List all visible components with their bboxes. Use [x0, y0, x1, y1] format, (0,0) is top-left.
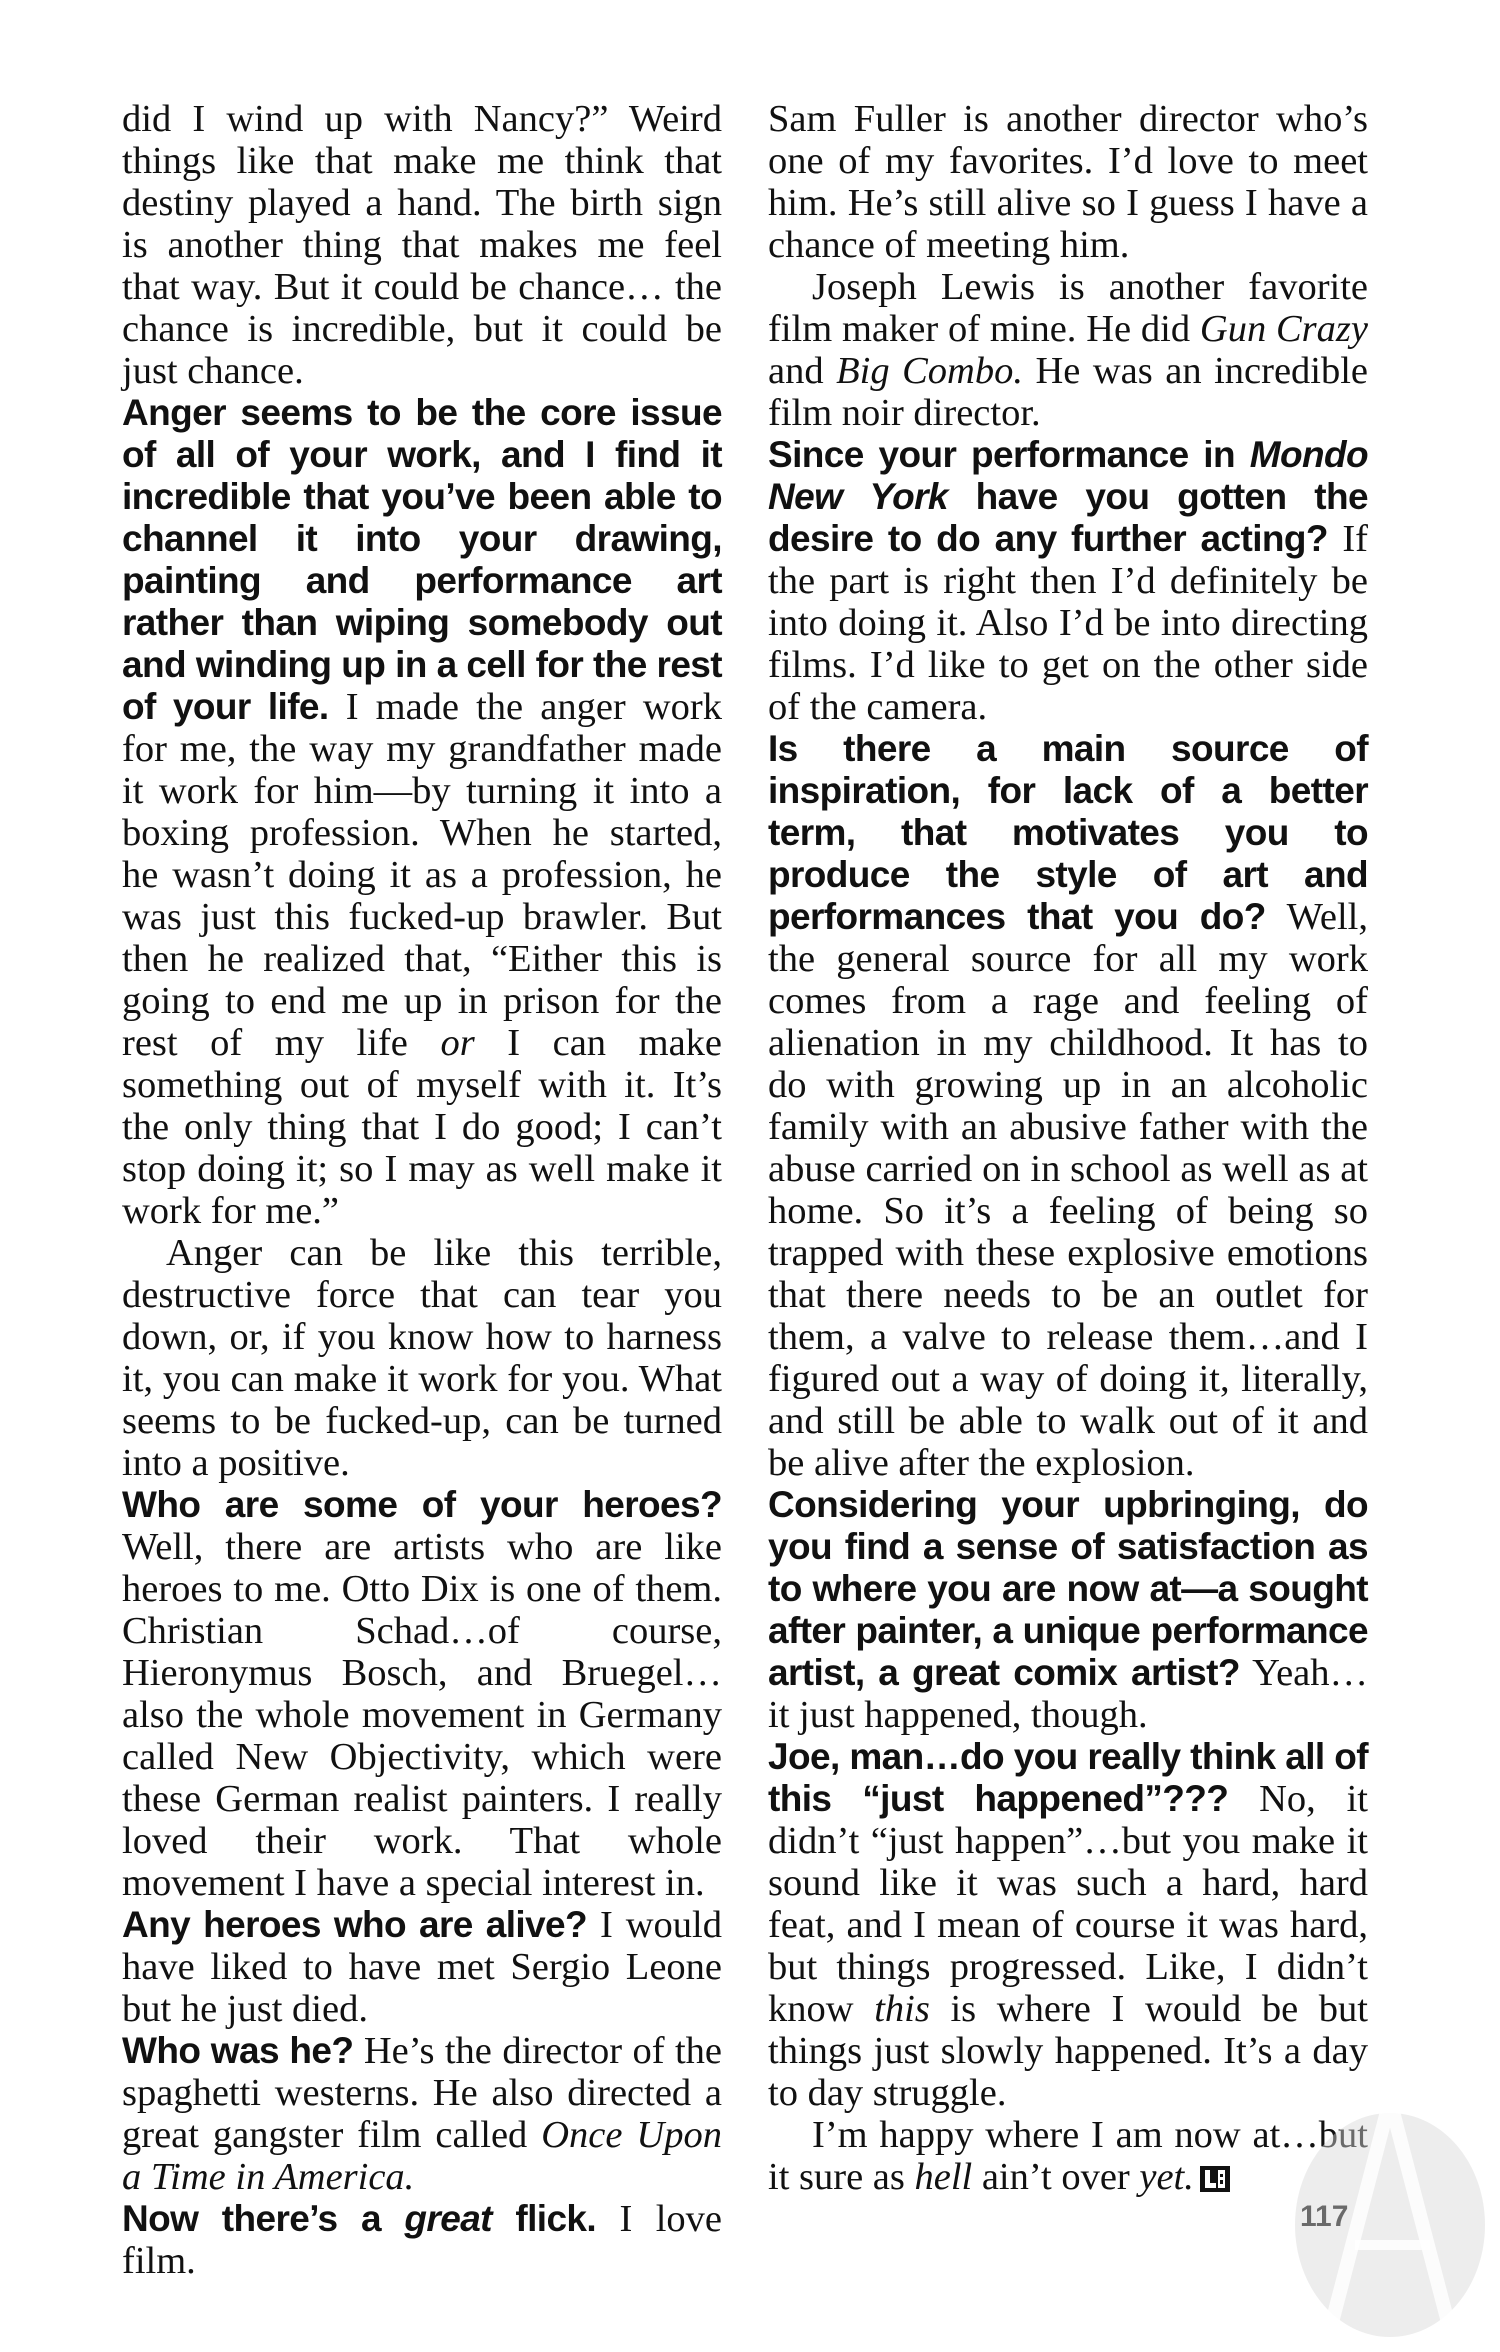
question-just-happened: Joe, man…do you really think all of this “just happened”??? [768, 1736, 1368, 1819]
page-number: 117 [1300, 2200, 1349, 2233]
answer-text: and [768, 350, 837, 392]
answer-text: He was an incredible film noir director. [768, 350, 1369, 434]
question-who-was-he: Who was he? [122, 2030, 354, 2071]
emphasis-great: great [404, 2198, 492, 2239]
paragraph [768, 98, 1368, 266]
answer-text: I would have liked to have met Sergio Leone but he just died. [122, 1904, 722, 2030]
paragraph [768, 266, 1368, 434]
answer-text: He’s the director of the spaghetti westerns. He also directed a great gangster film called [122, 2030, 722, 2156]
paragraph [768, 728, 1368, 1484]
answer-text: Sam Fuller is another director who’s one of my favorites. I’d love to meet him. He’s still alive so I guess I have a chance of meeting him. [768, 98, 1368, 266]
emphasis-this: this [874, 1988, 930, 2030]
answer-text: I can make something out of myself with it. It’s the only thing that I do good; I can’t stop doing it; so I may as well make it work for me.” [122, 1022, 722, 1232]
right-column [768, 98, 1368, 2198]
question-acting [768, 434, 1368, 559]
answer-text: I made the anger work for me, the way my grandfather made it work for him—by turning it into a boxing profession. When he started, he wasn’t doing it as a profession, he was just this fucked-up brawler. But then he realized that, “Either this is going to end me up in prison for the rest of my life [122, 686, 722, 1064]
answer-text: Well, the general source for all my work comes from a rage and feeling of alienation in my childhood. It has to do with growing up in an alcoholic family with an abusive father with the abuse carried on in school as well as at home. So it’s a feeling of being so trapped with these explosive emotions that there needs to be an outlet for them, a valve to release them…and I figured out a way of doing it, literally, and still be able to walk out of it and be alive after the explosion. [768, 896, 1368, 1484]
question-satisfaction: Considering your upbringing, do you find a sense of satisfaction as to where you are now at—a sought after painter, a unique performance artist, a great comix artist? [768, 1484, 1368, 1693]
question-anger: Anger seems to be the core issue of all of your work, and I find it incredible that you’ve been able to channel it into your drawing, painting and performance art rather than wiping somebody out and winding up in a cell for the rest of your life. [122, 392, 722, 727]
question-great-flick [122, 2198, 596, 2239]
answer-text: If the part is right then I’d definitely be into doing it. Also I’d be into directing films. I’d like to get on the other side of the camera. [768, 518, 1368, 728]
end-mark-icon [1200, 2166, 1230, 2192]
question-alive-heroes: Any heroes who are alive? [122, 1904, 588, 1945]
answer-text: is where I would be but things just slowly happened. It’s a day to day struggle. [768, 1988, 1368, 2114]
question-text: have you gotten the desire to do any further acting? [768, 476, 1368, 559]
answer-text: ain’t over [972, 2156, 1140, 2198]
answer-text: did I wind up with Nancy?” Weird things like that make me think that destiny played a hand. The birth sign is another thing that makes me feel that way. But it could be chance… the chance is incredible, but it could be just chance. [122, 98, 722, 392]
answer-text: Well, there are artists who are like heroes to me. Otto Dix is one of them. Christian Schad…of course, Hieronymus Bosch, and Bruegel… also the whole movement in Germany called New Objectivity, which were these German realist painters. I really loved their work. That whole movement I have a special interest in. [122, 1526, 722, 1904]
question-heroes: Who are some of your heroes? [122, 1484, 722, 1525]
paragraph [122, 1484, 722, 1904]
answer-text: I love film. [122, 2198, 722, 2282]
paragraph [768, 1736, 1368, 2114]
answer-text: Anger can be like this terrible, destructive force that can tear you down, or, if you know how to harness it, you can make it work for you. What seems to be fucked-up, can be turned into a positive. [122, 1232, 722, 1484]
paragraph [122, 1232, 722, 1484]
paragraph [122, 392, 722, 1232]
paragraph [122, 1904, 722, 2030]
answer-text: I’m happy where I am now at…but it sure as [768, 2114, 1368, 2198]
film-title: Big Combo. [836, 350, 1023, 392]
paragraph [122, 98, 722, 392]
paragraph [768, 2114, 1368, 2198]
watermark-logo-icon [1290, 2060, 1490, 2340]
emphasis-or: or [440, 1022, 475, 1064]
paragraph [768, 1484, 1368, 1736]
left-column [122, 98, 722, 2282]
emphasis-hell: hell [914, 2156, 973, 2198]
question-text: flick. [491, 2198, 597, 2239]
question-text: Since your performance in [768, 434, 1250, 475]
answer-text: Yeah… it just happened, though. [768, 1652, 1368, 1736]
answer-text: Joseph Lewis is another favorite film maker of mine. He did [768, 266, 1368, 350]
paragraph [122, 2030, 722, 2198]
film-title: Mondo New York [768, 434, 1368, 517]
film-title: Gun Crazy [1199, 308, 1368, 350]
answer-text: No, it didn’t “just happen”…but you make it sound like it was such a hard, hard feat, and I mean of course it was hard, but things progressed. Like, I didn’t know [768, 1778, 1368, 2030]
paragraph [122, 2198, 722, 2282]
question-inspiration: Is there a main source of inspiration, for lack of a better term, that motivates you to produce the style of art and performances that you do? [768, 728, 1368, 937]
question-text: Now there’s a [122, 2198, 405, 2239]
film-title: Once Upon a Time in America. [122, 2114, 722, 2198]
paragraph [768, 434, 1368, 728]
emphasis-yet: yet. [1139, 2156, 1194, 2198]
